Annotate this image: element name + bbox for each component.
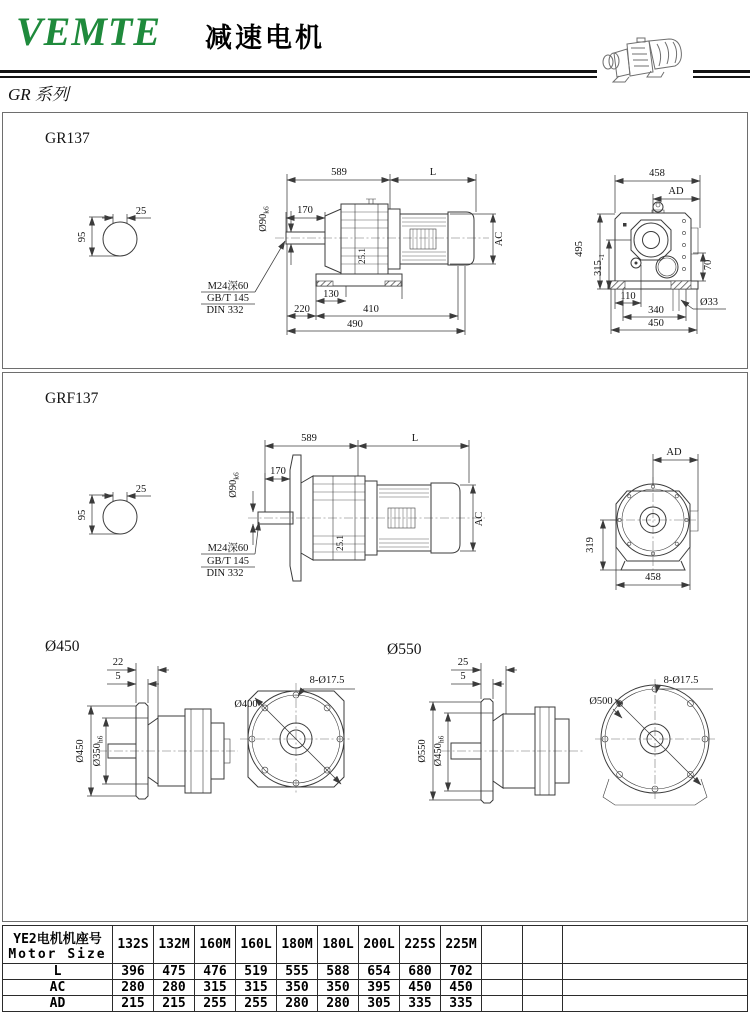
- table-row-AD: [3, 996, 748, 1012]
- dim-outer-550: Ø550: [417, 739, 428, 763]
- cell: 350: [318, 980, 359, 996]
- note-din332: DIN 332: [206, 305, 244, 316]
- dim-shaft-diameter: $Ø90_{k6}$: [228, 472, 241, 498]
- dim-L: L: [411, 433, 419, 444]
- motor-size-header-cn: YE2电机机座号: [13, 931, 102, 947]
- cell: 215: [113, 996, 154, 1012]
- note-gbt145: GB/T 145: [206, 293, 250, 304]
- cell-empty: [563, 964, 748, 980]
- col-header: 200L: [359, 926, 400, 964]
- flange550-front-view: [589, 675, 715, 805]
- cell: 280: [154, 980, 195, 996]
- dim-110: 110: [620, 291, 636, 302]
- gr137-title: GR137: [45, 130, 90, 147]
- grf137-shaft-cross-section: [77, 484, 151, 534]
- dim-315: $315_{-1}$: [593, 254, 606, 276]
- row-label: AD: [3, 996, 113, 1012]
- dim-170: 170: [297, 205, 313, 216]
- dim-25: 25: [457, 657, 469, 668]
- cell: 280: [113, 980, 154, 996]
- cell-empty: [482, 980, 523, 996]
- dim-5: 5: [115, 671, 121, 682]
- dim-holes: 8-Ø17.5: [309, 675, 345, 686]
- dim-shaft-height: 95: [77, 231, 88, 243]
- cell-empty: [482, 996, 523, 1012]
- dim-25-1: 25.1: [357, 248, 367, 264]
- grf137-section: [2, 372, 748, 922]
- col-header-empty: [523, 926, 563, 964]
- gr137-rear-view: [574, 168, 726, 334]
- cell-empty: [482, 964, 523, 980]
- dim-589: 589: [331, 167, 347, 178]
- cell: 396: [113, 964, 154, 980]
- dim-22: 22: [112, 657, 124, 668]
- dim-bolt-circle-400: Ø400: [234, 699, 258, 710]
- cell: 475: [154, 964, 195, 980]
- cell-empty: [523, 996, 563, 1012]
- series-label: GR 系列: [8, 85, 69, 104]
- dim-AC: AC: [494, 231, 505, 247]
- dim-458: 458: [645, 572, 661, 583]
- dim-shaft-diameter: $Ø90_{k6}$: [258, 206, 271, 232]
- brand-logo: VEMTE: [16, 9, 162, 54]
- col-header: 132S: [113, 926, 154, 964]
- gr137-section: [2, 112, 748, 369]
- cell-empty: [523, 964, 563, 980]
- dim-AD: AD: [668, 186, 684, 197]
- dim-key-width: 25: [135, 206, 147, 217]
- dim-hole-33: Ø33: [699, 297, 719, 308]
- dim-220: 220: [294, 304, 310, 315]
- cell: 335: [400, 996, 441, 1012]
- cell: 315: [195, 980, 236, 996]
- grf137-drawing: [3, 373, 747, 921]
- grf137-rear-view: [585, 447, 698, 590]
- cell: 680: [400, 964, 441, 980]
- motor-size-header-cell: [3, 926, 113, 964]
- col-header: 160M: [195, 926, 236, 964]
- flange450-front-view: [234, 675, 355, 795]
- cell: 555: [277, 964, 318, 980]
- col-header-empty: [563, 926, 748, 964]
- dim-spigot-350: $Ø350_{h6}$: [92, 735, 105, 767]
- dim-130: 130: [323, 289, 339, 300]
- row-label: L: [3, 964, 113, 980]
- dim-340: 340: [648, 305, 664, 316]
- dim-shaft-height: 95: [77, 509, 88, 521]
- gr137-shaft-cross-section: [77, 206, 151, 256]
- motor-size-header-en: Motor Size: [8, 946, 107, 962]
- col-header: 180M: [277, 926, 318, 964]
- cell: 519: [236, 964, 277, 980]
- col-header: 160L: [236, 926, 277, 964]
- cell: 350: [277, 980, 318, 996]
- cell: 335: [441, 996, 482, 1012]
- table-row-L: [3, 964, 748, 980]
- row-label: AC: [3, 980, 113, 996]
- col-header: 132M: [154, 926, 195, 964]
- dim-holes: 8-Ø17.5: [663, 675, 699, 686]
- grf137-title: GRF137: [45, 390, 99, 407]
- cell: 395: [359, 980, 400, 996]
- col-header: 225M: [441, 926, 482, 964]
- cell-empty: [523, 980, 563, 996]
- dim-319: 319: [585, 537, 596, 553]
- dim-25-1: 25.1: [335, 535, 345, 551]
- col-header: 225S: [400, 926, 441, 964]
- col-header: 180L: [318, 926, 359, 964]
- flange450-title: Ø450: [45, 638, 80, 655]
- dim-5: 5: [460, 671, 466, 682]
- dim-70: 70: [703, 259, 714, 271]
- flange450-side-view: [75, 657, 238, 799]
- dim-170: 170: [270, 466, 286, 477]
- motor-size-table: [2, 925, 748, 1012]
- dim-495: 495: [574, 241, 585, 257]
- dim-458: 458: [649, 168, 665, 179]
- dim-bolt-circle-500: Ø500: [589, 696, 613, 707]
- cell: 450: [400, 980, 441, 996]
- dim-410: 410: [363, 304, 379, 315]
- note-din332: DIN 332: [206, 568, 244, 579]
- cell: 255: [236, 996, 277, 1012]
- dim-outer-450: Ø450: [75, 739, 86, 763]
- cell: 476: [195, 964, 236, 980]
- cell-empty: [563, 980, 748, 996]
- note-gbt145: GB/T 145: [206, 556, 250, 567]
- flange550-title: Ø550: [387, 641, 422, 658]
- cell: 315: [236, 980, 277, 996]
- cell: 280: [318, 996, 359, 1012]
- cell: 450: [441, 980, 482, 996]
- grf137-side-view: [201, 433, 485, 581]
- dim-L: L: [429, 167, 437, 178]
- cell: 255: [195, 996, 236, 1012]
- cell-empty: [563, 996, 748, 1012]
- dim-AD: AD: [666, 447, 682, 458]
- cell: 215: [154, 996, 195, 1012]
- table-header-row: [3, 926, 748, 964]
- note-tap-hole: M24深60: [207, 543, 249, 554]
- cell: 588: [318, 964, 359, 980]
- col-header-empty: [482, 926, 523, 964]
- note-tap-hole: M24深60: [207, 281, 249, 292]
- dim-450: 450: [648, 318, 664, 329]
- cell: 702: [441, 964, 482, 980]
- page-title: 减速电机: [205, 23, 325, 53]
- dim-589: 589: [301, 433, 317, 444]
- cell: 305: [359, 996, 400, 1012]
- gr137-drawing: [3, 113, 747, 368]
- dim-spigot-450: $Ø450_{h6}$: [433, 735, 446, 767]
- cell: 280: [277, 996, 318, 1012]
- dim-AC: AC: [474, 511, 485, 527]
- cell: 654: [359, 964, 400, 980]
- gr137-side-view: [201, 167, 505, 335]
- dim-key-width: 25: [135, 484, 147, 495]
- table-row-AC: [3, 980, 748, 996]
- dim-490: 490: [347, 319, 363, 330]
- flange550-side-view: [417, 657, 583, 803]
- gearmotor-thumbnail-icon: [597, 30, 693, 88]
